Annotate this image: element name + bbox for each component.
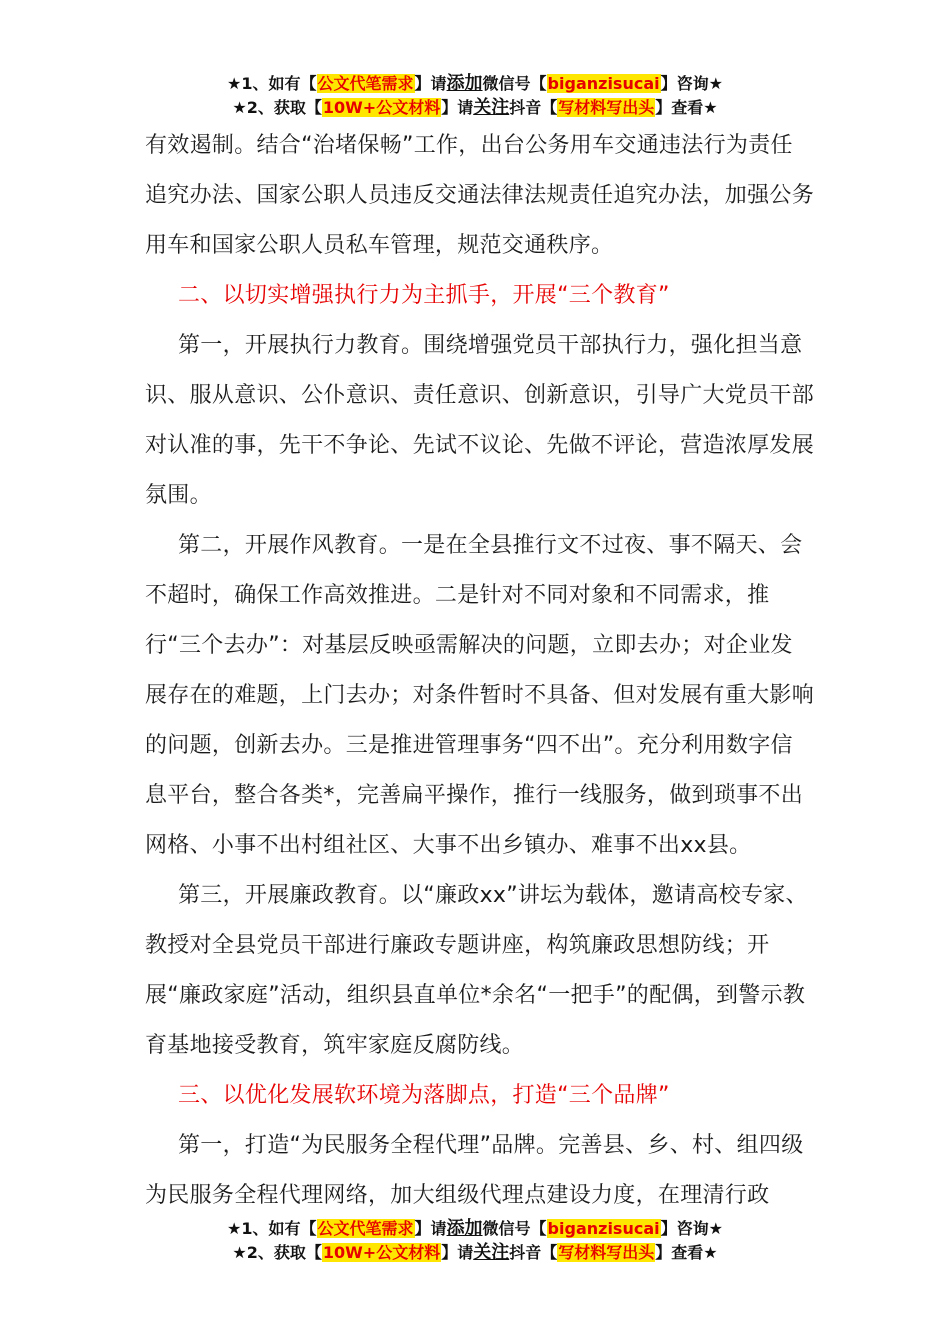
banner-text: 】查看★ [655, 1243, 718, 1262]
banner-highlight: 10W+公文材料 [322, 1243, 441, 1262]
banner-line-2 [0, 1241, 950, 1265]
banner-text: ★1、如有【 [227, 1219, 317, 1238]
banner-emphasis: 关注 [473, 97, 510, 118]
banner-text: 微信号【 [482, 1219, 547, 1238]
header-banner [0, 72, 950, 120]
banner-text: 】请 [414, 1219, 447, 1238]
footer-banner [0, 1217, 950, 1265]
banner-highlight: 10W+公文材料 [322, 98, 441, 117]
banner-text: 抖音【 [509, 98, 558, 117]
banner-text: 微信号【 [482, 74, 547, 93]
banner-text: 】请 [441, 98, 474, 117]
banner-text: ★1、如有【 [227, 74, 317, 93]
banner-line-2 [0, 96, 950, 120]
section-heading: 三、以优化发展软环境为落脚点，打造“三个品牌” [178, 1083, 670, 1108]
banner-emphasis: 添加 [446, 1218, 483, 1239]
banner-douyin-id: 写材料写出头 [558, 98, 655, 117]
banner-text: 】请 [441, 1243, 474, 1262]
paragraph: 有效遏制。结合“治堵保畅”工作，出台公务用车交通违法行为责任追究办法、国家公职人员违反交通法律法规责任追究办法，加强公务用车和国家公职人员私车管理，规范交通秩序。 [145, 133, 815, 258]
banner-highlight: 公文代笔需求 [317, 1219, 414, 1238]
banner-highlight: 公文代笔需求 [317, 74, 414, 93]
banner-text: ★2、获取【 [232, 1243, 322, 1262]
banner-emphasis: 添加 [446, 73, 483, 94]
banner-wechat-id: biganzisucai [547, 74, 660, 93]
banner-douyin-id: 写材料写出头 [558, 1243, 655, 1262]
document-body [145, 121, 815, 1221]
banner-text: 】查看★ [655, 98, 718, 117]
banner-text: 】咨询★ [660, 1219, 723, 1238]
banner-text: 抖音【 [509, 1243, 558, 1262]
banner-text: 】咨询★ [660, 74, 723, 93]
paragraph: 第一，打造“为民服务全程代理”品牌。完善县、乡、村、组四级为民服务全程代理网络，加大组级代理点建设力度，在理清行政 [145, 1133, 804, 1208]
banner-text: ★2、获取【 [232, 98, 322, 117]
paragraph: 第三，开展廉政教育。以“廉政xx”讲坛为载体，邀请高校专家、教授对全县党员干部进行廉政专题讲座，构筑廉政思想防线；开展“廉政家庭”活动，组织县直单位*余名“一把手”的配偶，到警示教育基地接受教育，筑牢家庭反腐防线。 [145, 883, 808, 1058]
banner-line-1 [0, 72, 950, 96]
paragraph: 第二，开展作风教育。一是在全县推行文不过夜、事不隔天、会不超时，确保工作高效推进。二是针对不同对象和不同需求，推行“三个去办”：对基层反映亟需解决的问题，立即去办；对企业发展存在的难题，上门去办；对条件暂时不具备、但对发展有重大影响的问题，创新去办。三是推进管理事务“四不出”。充分利用数字信息平台，整合各类*，完善扁平操作，推行一线服务，做到琐事不出网格、小事不出村组社区、大事不出乡镇办、难事不出xx县。 [145, 533, 815, 858]
banner-wechat-id: biganzisucai [547, 1219, 660, 1238]
section-heading: 二、以切实增强执行力为主抓手，开展“三个教育” [178, 283, 670, 308]
banner-line-1 [0, 1217, 950, 1241]
banner-text: 】请 [414, 74, 447, 93]
banner-emphasis: 关注 [473, 1242, 510, 1263]
paragraph: 第一，开展执行力教育。围绕增强党员干部执行力，强化担当意识、服从意识、公仆意识、责任意识、创新意识，引导广大党员干部对认准的事，先干不争论、先试不议论、先做不评论，营造浓厚发展氛围。 [145, 333, 815, 508]
